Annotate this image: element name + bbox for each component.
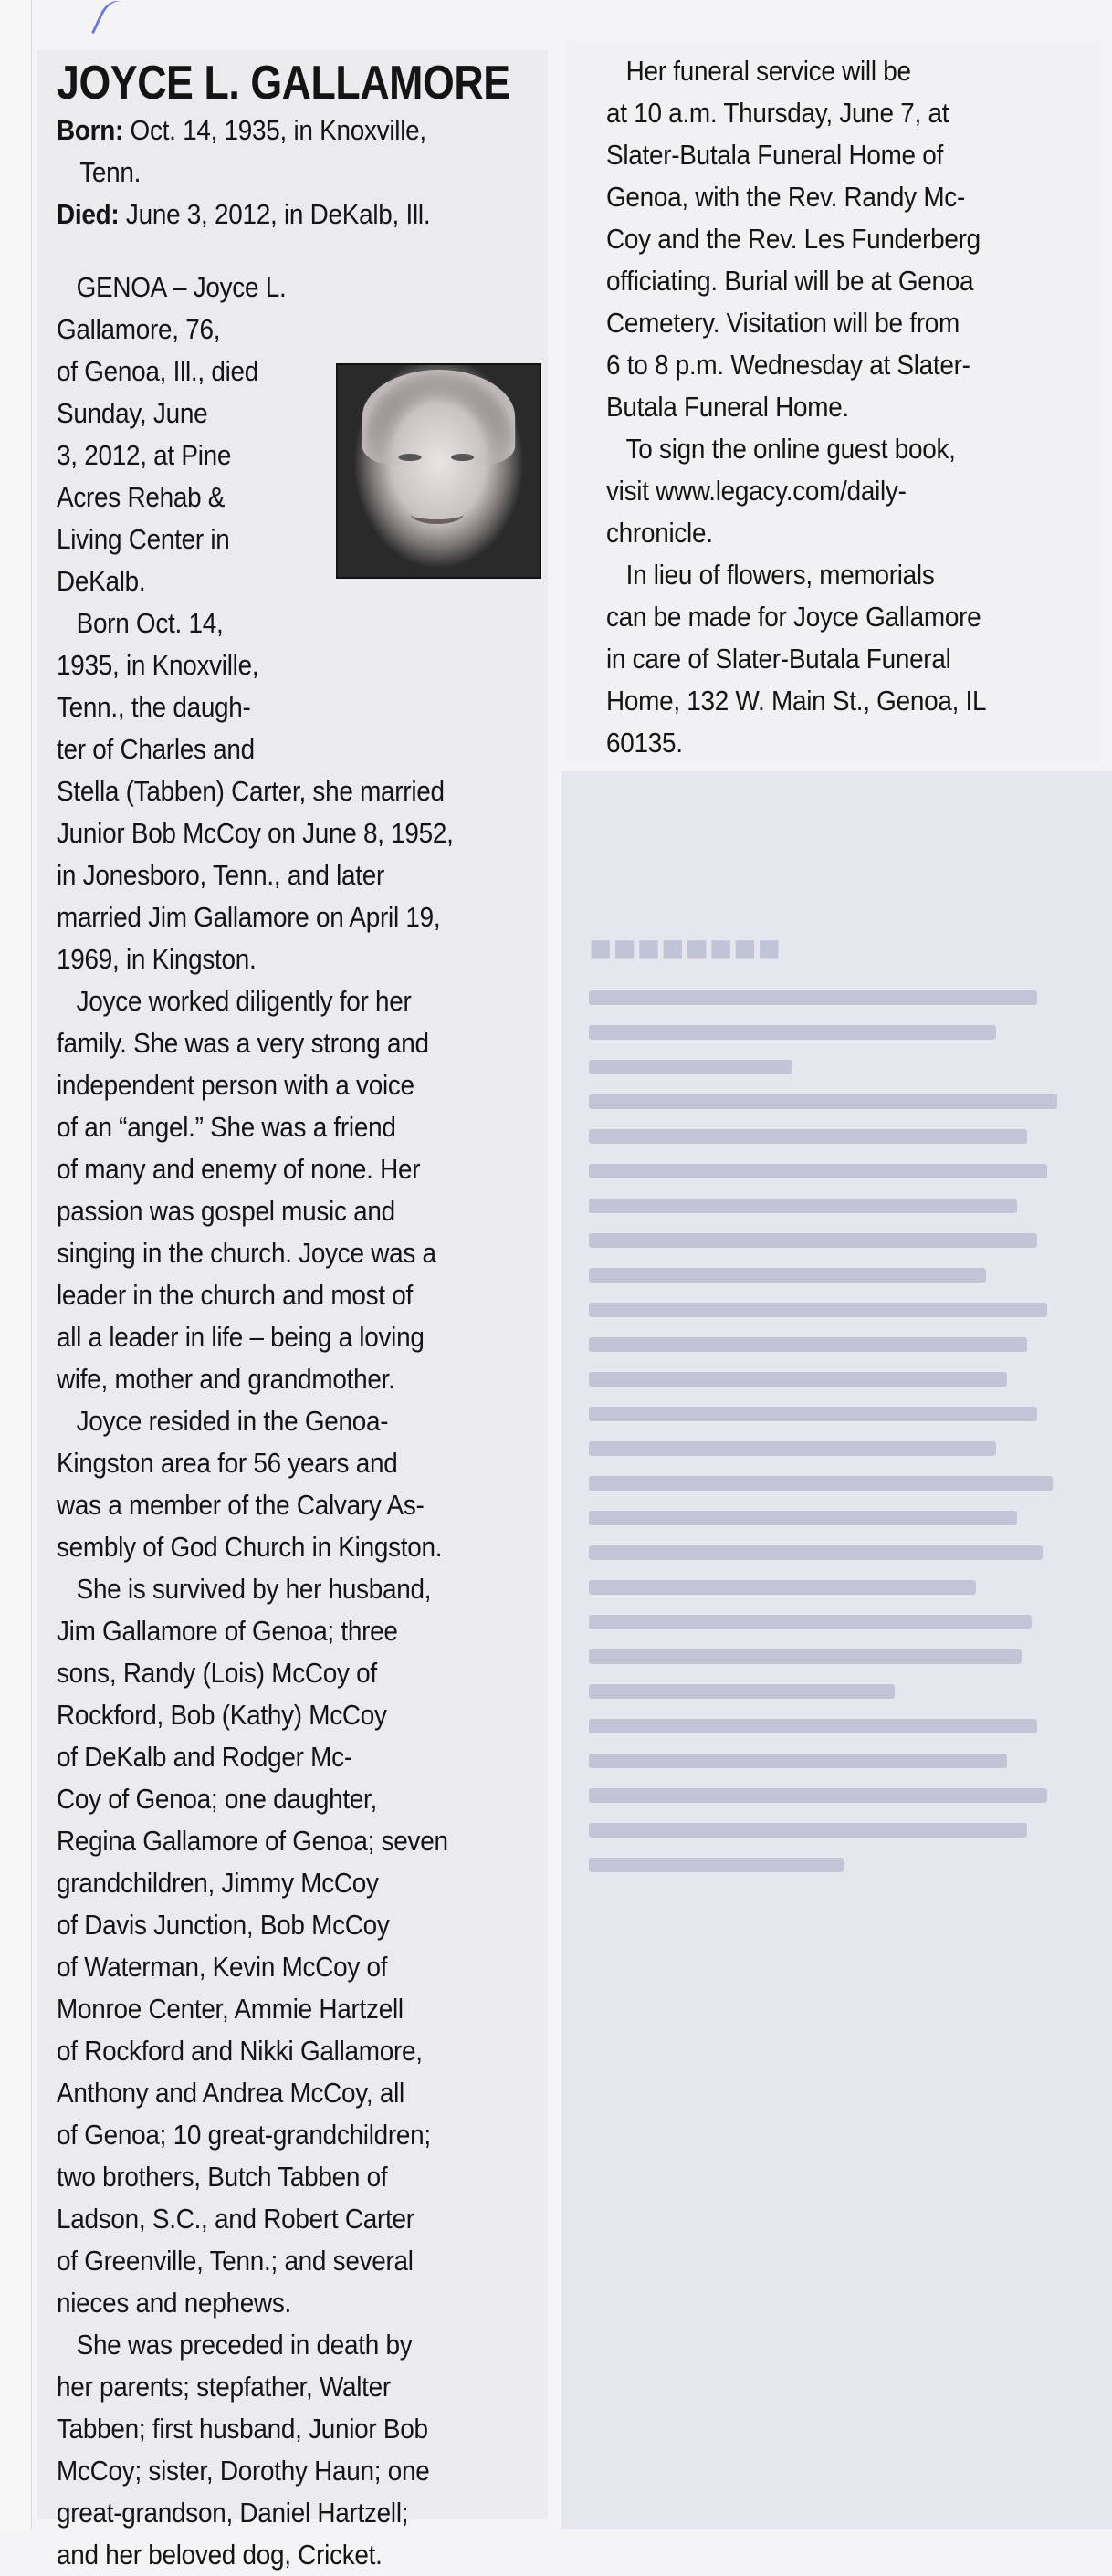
text-line: in care of Slater-Butala Funeral — [606, 643, 951, 675]
text-line: of Rockford and Nikki Gallamore, — [57, 2035, 423, 2067]
text-line: Kingston area for 56 years and — [57, 1447, 398, 1479]
obituary-left-column — [57, 57, 545, 2576]
text-line: and her beloved dog, Cricket. — [57, 2539, 383, 2571]
text-line: Regina Gallamore of Genoa; seven — [57, 1825, 448, 1857]
text-line: sembly of God Church in Kingston. — [57, 1531, 443, 1563]
text-line: passion was gospel music and — [57, 1195, 395, 1227]
text-line: ter of Charles and — [57, 733, 255, 765]
bleed-through-region — [561, 771, 1112, 2529]
text-line: grandchildren, Jimmy McCoy — [57, 1867, 379, 1899]
text-line: Joyce resided in the Genoa- — [76, 1405, 389, 1437]
text-line: Coy and the Rev. Les Funderberg — [606, 223, 981, 255]
paragraph-survived — [57, 1568, 541, 2324]
obituary-name: JOYCE L. GALLAMORE — [57, 57, 510, 110]
paragraph-memorials — [606, 554, 1107, 764]
text-line: wife, mother and grandmother. — [57, 1363, 395, 1395]
paragraph-character — [57, 980, 541, 1400]
text-line: Ladson, S.C., and Robert Carter — [57, 2203, 414, 2235]
text-line: family. She was a very strong and — [57, 1027, 429, 1059]
text-line: In lieu of flowers, memorials — [625, 559, 935, 591]
text-line: sons, Randy (Lois) McCoy of — [57, 1657, 377, 1689]
text-line: leader in the church and most of — [57, 1279, 413, 1311]
born-label: Born: — [57, 114, 124, 146]
pen-mark — [91, 0, 136, 46]
born-line — [57, 110, 541, 152]
portrait-image — [338, 365, 540, 577]
text-line: Slater-Butala Funeral Home of — [606, 139, 943, 171]
text-line: married Jim Gallamore on April 19, — [57, 901, 441, 933]
text-line: of Genoa, Ill., died Sunday, June — [57, 355, 259, 429]
paragraph-born — [57, 602, 541, 980]
text-line: Jim Gallamore of Genoa; three — [57, 1615, 398, 1647]
text-line: She was preceded in death by — [76, 2329, 413, 2361]
bleed-through-heading: ■■■■■■■■ — [589, 927, 782, 969]
text-line: 6 to 8 p.m. Wednesday at Slater- — [606, 349, 970, 381]
text-line: Living Center in — [57, 523, 230, 555]
text-line: DeKalb. — [57, 565, 146, 597]
text-line: of an “angel.” She was a friend — [57, 1111, 396, 1143]
scan-margin — [0, 0, 32, 2529]
text-line: Home, 132 W. Main St., Genoa, IL — [606, 685, 987, 717]
bleed-through-texture — [589, 817, 1098, 2493]
paragraph-guestbook — [606, 428, 1107, 554]
text-line: Monroe Center, Ammie Hartzell — [57, 1993, 404, 2025]
text-line: all a leader in life – being a loving — [57, 1321, 425, 1353]
text-line: Rockford, Bob (Kathy) McCoy — [57, 1699, 387, 1731]
text-line: of DeKalb and Rodger Mc- — [57, 1741, 352, 1773]
text-line: Junior Bob McCoy on June 8, 1952, — [57, 817, 454, 849]
text-line: at 10 a.m. Thursday, June 7, at — [606, 97, 949, 129]
text-line: 1935, in Knoxville, — [57, 649, 259, 681]
text-line: Anthony and Andrea McCoy, all — [57, 2077, 404, 2109]
died-label: Died: — [57, 198, 120, 230]
paragraph-preceded — [57, 2324, 541, 2576]
text-line: Her funeral service will be — [625, 55, 911, 87]
text-line: in Jonesboro, Tenn., and later — [57, 859, 384, 891]
text-line: Acres Rehab & — [57, 481, 226, 513]
guestbook-link[interactable]: visit www.legacy.com/daily- — [606, 475, 907, 507]
text-line: officiating. Burial will be at Genoa — [606, 265, 974, 297]
text-line: chronicle. — [606, 517, 713, 549]
text-line: Cemetery. Visitation will be from — [606, 307, 960, 339]
text-line: Tabben; first husband, Junior Bob — [57, 2413, 428, 2445]
obituary-body-left — [57, 110, 541, 2576]
text-line: Joyce worked diligently for her — [76, 985, 412, 1017]
text-line: two brothers, Butch Tabben of — [57, 2161, 388, 2193]
text-line: of Waterman, Kevin McCoy of — [57, 1951, 388, 1983]
died-value: June 3, 2012, in DeKalb, Ill. — [125, 198, 431, 230]
text-line: GENOA – Joyce L. Gallamore, 76, — [57, 271, 287, 345]
paragraph-resided — [57, 1400, 541, 1568]
text-line: 3, 2012, at Pine — [57, 439, 232, 471]
portrait-photo — [336, 363, 541, 579]
text-line: 60135. — [606, 727, 683, 759]
born-value-cont: Tenn. — [79, 156, 142, 188]
obituary-right-column — [606, 50, 1112, 764]
text-line: Genoa, with the Rev. Randy Mc- — [606, 181, 966, 213]
text-line: Butala Funeral Home. — [606, 391, 849, 423]
text-line: Tenn., the daugh- — [57, 691, 251, 723]
paragraph-service — [606, 50, 1107, 428]
text-line: nieces and nephews. — [57, 2287, 292, 2319]
text-line: of Davis Junction, Bob McCoy — [57, 1909, 390, 1941]
text-line: McCoy; sister, Dorothy Haun; one — [57, 2455, 430, 2487]
text-line: To sign the online guest book, — [625, 433, 956, 465]
text-line: great-grandson, Daniel Hartzell; — [57, 2497, 409, 2529]
text-line: of Greenville, Tenn.; and several — [57, 2245, 414, 2277]
born-line-cont — [57, 152, 541, 194]
text-line: Coy of Genoa; one daughter, — [57, 1783, 378, 1815]
text-line: of many and enemy of none. Her — [57, 1153, 421, 1185]
obituary-body-right — [606, 50, 1107, 764]
text-line: She is survived by her husband, — [76, 1573, 432, 1605]
text-line: singing in the church. Joyce was a — [57, 1237, 436, 1269]
text-line: Born Oct. 14, — [76, 607, 224, 639]
text-line: Stella (Tabben) Carter, she married — [57, 775, 445, 807]
died-line — [57, 194, 541, 236]
text-line: was a member of the Calvary As- — [57, 1489, 425, 1521]
born-value: Oct. 14, 1935, in Knoxville, — [130, 114, 426, 146]
text-line: of Genoa; 10 great-grandchildren; — [57, 2119, 431, 2151]
text-line: 1969, in Kingston. — [57, 943, 257, 975]
text-line: independent person with a voice — [57, 1069, 414, 1101]
text-line: can be made for Joyce Gallamore — [606, 601, 981, 633]
text-line: her parents; stepfather, Walter — [57, 2371, 391, 2403]
